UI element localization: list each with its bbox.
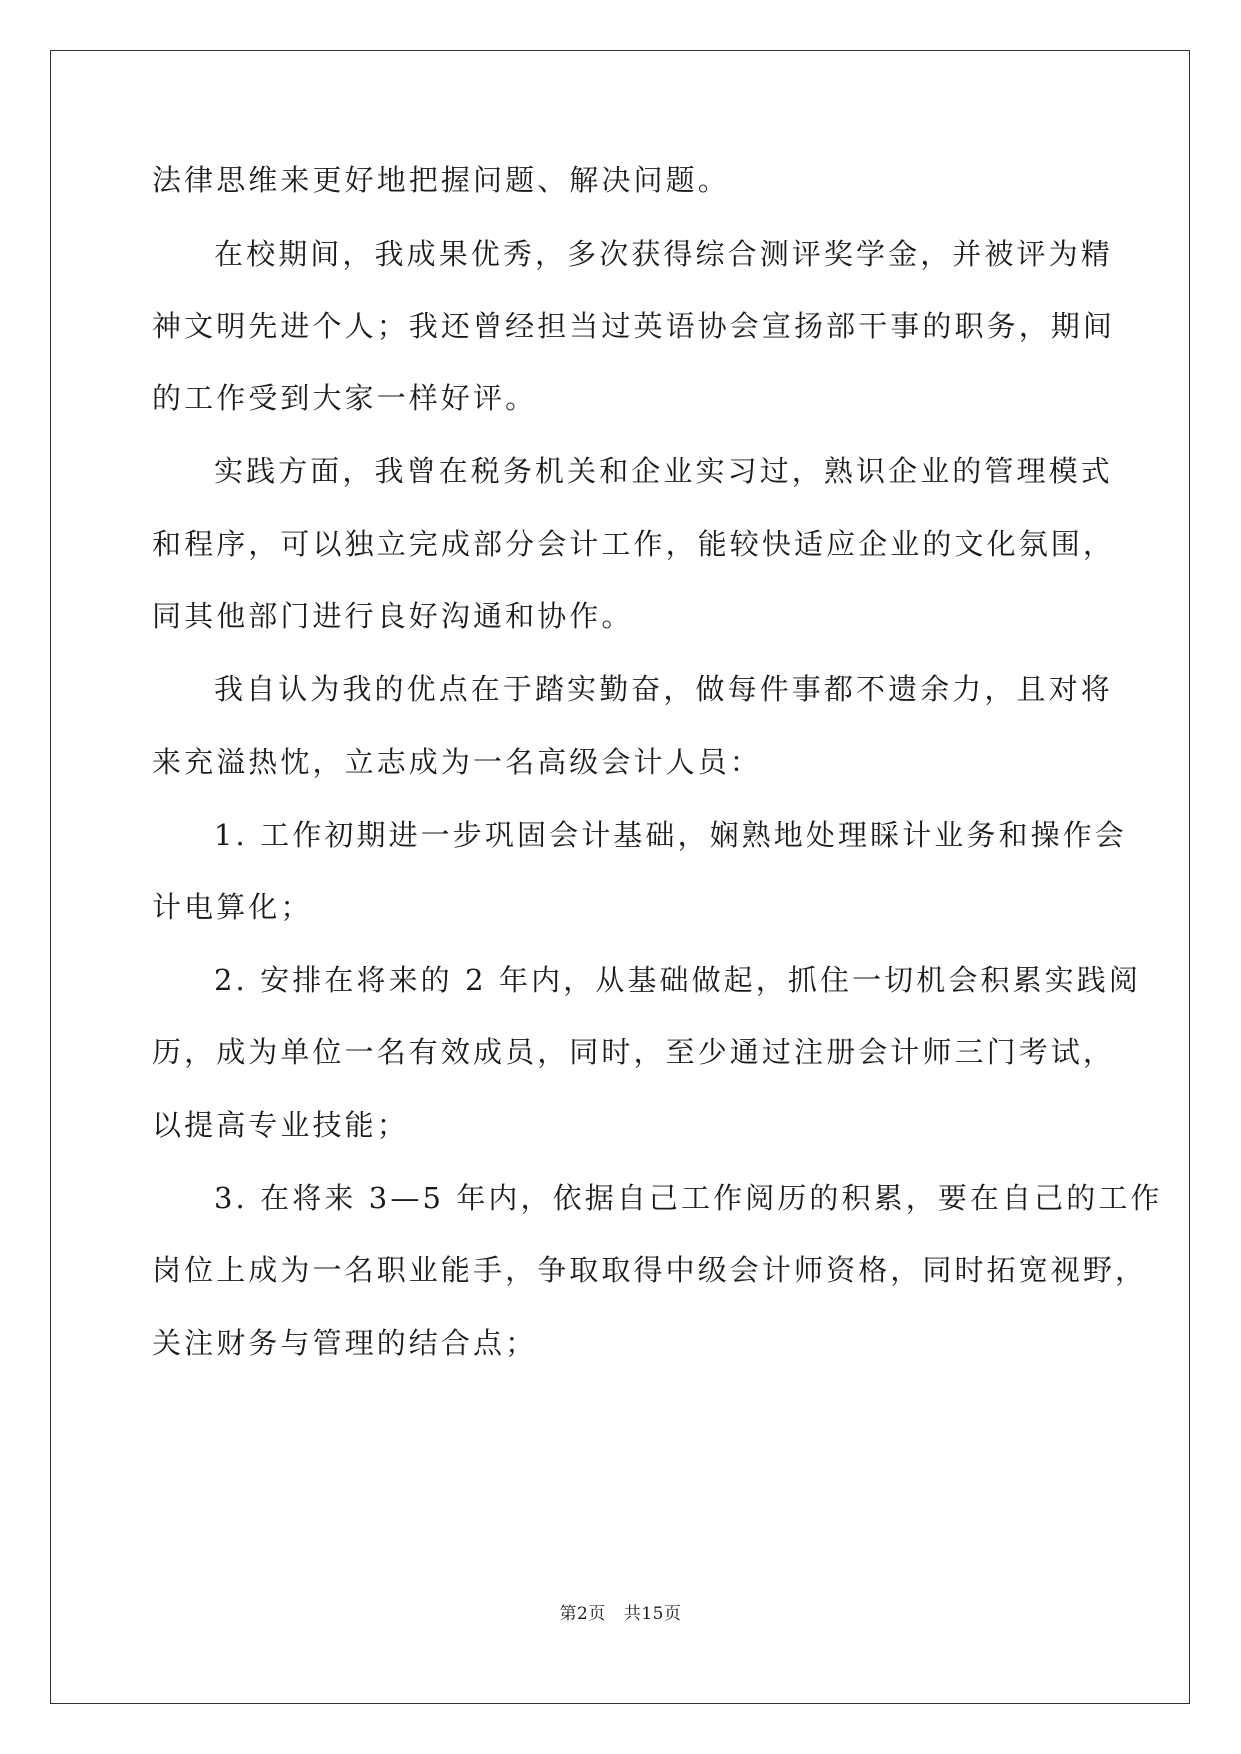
text-line: 3. 在将来 3—5 年内，依据自己工作阅历的积累，要在自己的工作 (214, 1181, 1163, 1215)
text-line: 同其他部门进行良好沟通和协作。 (152, 599, 634, 633)
page-total: 共15页 (623, 1604, 682, 1624)
text-line: 和程序，可以独立完成部分会计工作，能较快适应企业的文化氛围， (152, 527, 1116, 561)
text-line: 我自认为我的优点在于踏实勤奋，做每件事都不遗余力，且对将 (214, 672, 1113, 706)
text-line: 以提高专业技能； (152, 1108, 409, 1142)
text-line: 在校期间，我成果优秀，多次获得综合测评奖学金，并被评为精 (214, 237, 1113, 271)
page-border (50, 50, 1190, 1704)
text-line: 岗位上成为一名职业能手，争取取得中级会计师资格，同时拓宽视野， (152, 1253, 1148, 1287)
text-line: 1. 工作初期进一步巩固会计基础，娴熟地处理睬计业务和操作会 (214, 818, 1127, 852)
text-line: 法律思维来更好地把握问题、解决问题。 (152, 163, 730, 197)
text-line: 历，成为单位一名有效成员，同时，至少通过注册会计师三门考试， (152, 1035, 1116, 1069)
page-number: 第2页 (559, 1604, 606, 1624)
page-footer (0, 1599, 1241, 1624)
text-line: 关注财务与管理的结合点； (152, 1326, 538, 1360)
text-line: 的工作受到大家一样好评。 (152, 381, 538, 415)
text-line: 实践方面，我曾在税务机关和企业实习过，熟识企业的管理模式 (214, 454, 1113, 488)
text-line: 计电算化； (152, 890, 313, 924)
text-line: 来充溢热忱，立志成为一名高级会计人员： (152, 745, 762, 779)
text-line: 神文明先进个人；我还曾经担当过英语协会宣扬部干事的职务，期间 (152, 309, 1116, 343)
text-line: 2. 安排在将来的 2 年内，从基础做起，抓住一切机会积累实践阅 (214, 963, 1141, 997)
